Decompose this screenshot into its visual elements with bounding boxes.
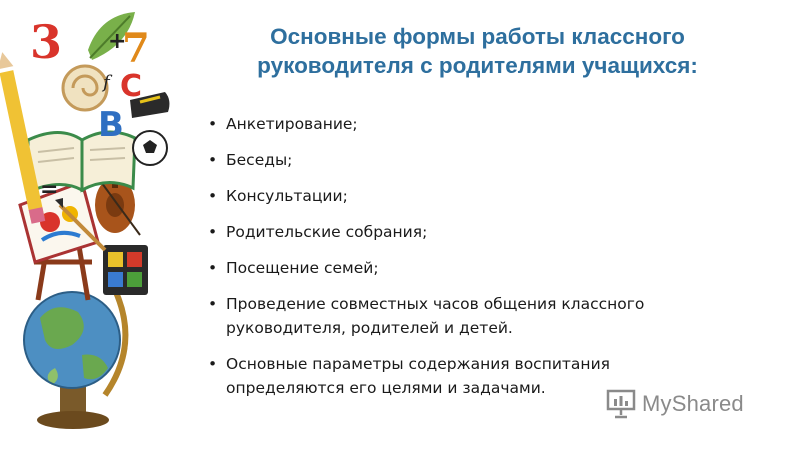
bullet-text-line: Родительские собрания; [226, 223, 428, 241]
globe-icon [24, 292, 120, 388]
letter-c-glyph: C [120, 69, 143, 104]
presentation-board-icon [606, 389, 636, 419]
plus-glyph: + [108, 29, 127, 54]
number-seven-glyph: 7 [122, 25, 150, 72]
bullet-item [208, 256, 768, 280]
bullet-text-line: Анкетирование; [226, 115, 358, 133]
snail-shell-icon [63, 66, 107, 110]
bullet-dot: • [208, 223, 218, 241]
school-supplies-collage [0, 0, 185, 450]
bullet-dot: • [208, 151, 218, 169]
bullet-list [208, 112, 768, 412]
watermark [606, 388, 744, 420]
paint-box-icon [103, 245, 148, 295]
equals-glyph: = [40, 177, 59, 202]
bullet-dot: • [208, 115, 218, 133]
bullet-text [226, 292, 768, 340]
bullet-dot: • [208, 187, 218, 205]
bullet-text-line: Беседы; [226, 151, 293, 169]
bullet-text [226, 220, 768, 244]
bullet-text-line: Посещение семей; [226, 259, 379, 277]
bullet-item [208, 220, 768, 244]
soccer-ball-icon [133, 131, 167, 165]
bullet-item [208, 292, 768, 340]
bullet-item [208, 148, 768, 172]
bullet-text-line: определяются его целями и задачами. [226, 379, 546, 397]
slide-title-line-1: Основные формы работы классного [270, 24, 685, 49]
bullet-text [226, 112, 768, 136]
bullet-text-line: руководителя, родителей и детей. [226, 319, 513, 337]
bullet-text-line: Проведение совместных часов общения классного [226, 295, 645, 313]
bullet-item [208, 112, 768, 136]
watermark-text: MyShared [642, 391, 744, 416]
slide-title-line-2: руководителя с родителями учащихся: [257, 53, 698, 78]
bullet-dot: • [208, 355, 218, 373]
bullet-text [226, 148, 768, 172]
bullet-dot: • [208, 295, 218, 313]
bullet-text-line: Основные параметры содержания воспитания [226, 355, 610, 373]
bullet-text [226, 184, 768, 208]
letter-b-glyph: B [98, 105, 124, 145]
bullet-text-line: Консультации; [226, 187, 348, 205]
bullet-item [208, 184, 768, 208]
number-three-glyph: 3 [30, 15, 63, 69]
bullet-text [226, 256, 768, 280]
bullet-dot: • [208, 259, 218, 277]
letter-f-glyph: f [103, 72, 110, 93]
slide-title [205, 22, 750, 80]
